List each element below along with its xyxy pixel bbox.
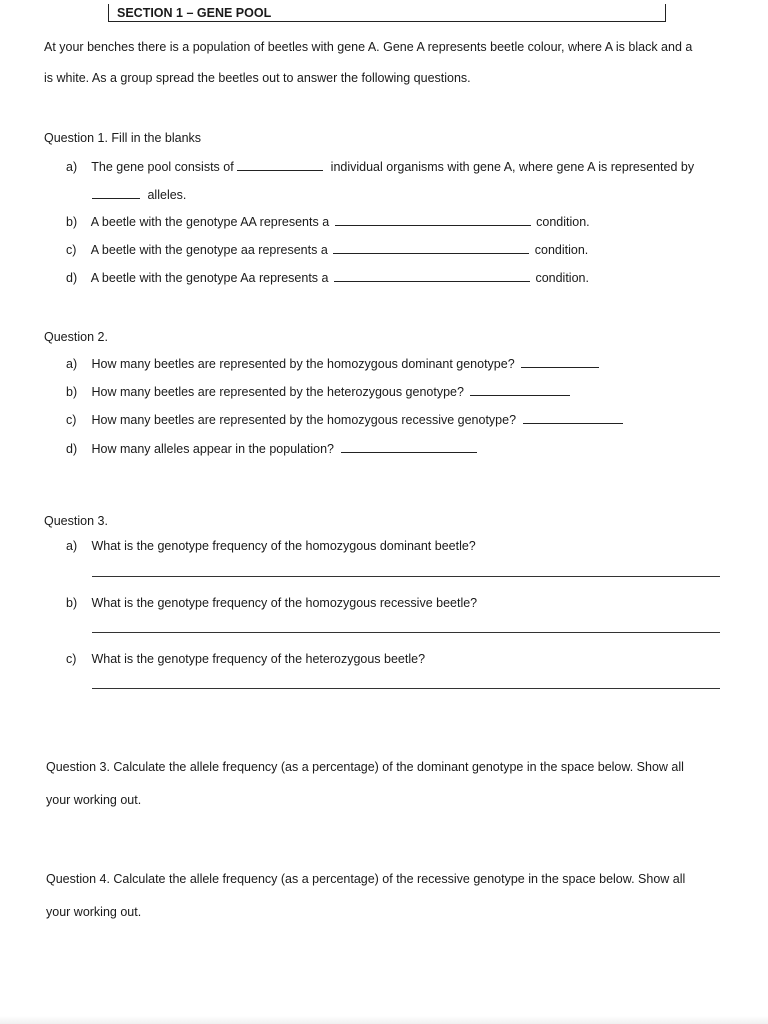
item-label: b) bbox=[66, 385, 78, 399]
section-title: SECTION 1 – GENE POOL bbox=[117, 6, 272, 20]
item-label: a) bbox=[66, 357, 78, 371]
question-3c-text: What is the genotype frequency of the heterozygous beetle? bbox=[91, 652, 426, 666]
item-label: b) bbox=[66, 215, 78, 229]
question-1a-text-2: individual organisms with gene A, where gene A is represented by bbox=[330, 160, 695, 174]
intro-line-1: At your benches there is a population of beetles with gene A. Gene A represents beetle colour, where A is black and a bbox=[44, 40, 693, 54]
answer-line[interactable] bbox=[92, 576, 720, 577]
item-label: b) bbox=[66, 596, 78, 610]
condition-text: condition. bbox=[534, 243, 589, 257]
item-label: c) bbox=[66, 652, 77, 666]
question-1a-text-1: The gene pool consists of bbox=[91, 160, 234, 174]
intro-line-2: is white. As a group spread the beetles out to answer the following questions. bbox=[44, 71, 471, 85]
item-label: c) bbox=[66, 243, 77, 257]
question-2b-text: How many beetles are represented by the heterozygous genotype? bbox=[91, 385, 464, 399]
question-1a-text-3: alleles. bbox=[147, 188, 187, 202]
question-2d-text: How many alleles appear in the population? bbox=[91, 442, 335, 456]
item-label: d) bbox=[66, 442, 78, 456]
question-3c bbox=[66, 652, 425, 666]
question-2b bbox=[66, 384, 570, 399]
question-3b-text: What is the genotype frequency of the homozygous recessive beetle? bbox=[91, 596, 478, 610]
question-3a bbox=[66, 539, 476, 553]
answer-blank[interactable] bbox=[521, 356, 599, 368]
question-1-heading: Question 1. Fill in the blanks bbox=[44, 131, 202, 145]
answer-blank[interactable] bbox=[523, 412, 623, 424]
answer-blank[interactable] bbox=[335, 214, 531, 226]
question-2a-text: How many beetles are represented by the homozygous dominant genotype? bbox=[91, 357, 515, 371]
question-3a-text: What is the genotype frequency of the homozygous dominant beetle? bbox=[91, 539, 476, 553]
question-1b bbox=[66, 214, 590, 229]
question-4-line-2: your working out. bbox=[46, 905, 142, 919]
question-4-line-1: Question 4. Calculate the allele frequency (as a percentage) of the recessive genotype in the space below. Show all bbox=[46, 872, 686, 886]
answer-blank[interactable] bbox=[333, 242, 529, 254]
answer-blank[interactable] bbox=[470, 384, 570, 396]
question-2a bbox=[66, 356, 599, 371]
question-1b-text: A beetle with the genotype AA represents a bbox=[90, 215, 330, 229]
page-edge-shadow bbox=[0, 1016, 768, 1024]
question-1a bbox=[66, 159, 694, 174]
item-label: a) bbox=[66, 160, 78, 174]
answer-line[interactable] bbox=[92, 632, 720, 633]
question-3-heading: Question 3. bbox=[44, 514, 108, 528]
question-2c-text: How many beetles are represented by the homozygous recessive genotype? bbox=[91, 413, 517, 427]
question-2-heading: Question 2. bbox=[44, 330, 108, 344]
item-label: a) bbox=[66, 539, 78, 553]
condition-text: condition. bbox=[535, 271, 589, 285]
answer-blank[interactable] bbox=[341, 441, 477, 453]
question-1d bbox=[66, 270, 589, 285]
item-label: d) bbox=[66, 271, 78, 285]
item-label: c) bbox=[66, 413, 77, 427]
section-header-box bbox=[108, 4, 666, 22]
question-3-allele-line-1: Question 3. Calculate the allele frequency (as a percentage) of the dominant genotype in the space below. Show all bbox=[46, 760, 684, 774]
answer-blank[interactable] bbox=[92, 187, 140, 199]
answer-blank[interactable] bbox=[237, 159, 323, 171]
question-2d bbox=[66, 441, 477, 456]
condition-text: condition. bbox=[536, 215, 590, 229]
question-1d-text: A beetle with the genotype Aa represents a bbox=[90, 271, 329, 285]
answer-line[interactable] bbox=[92, 688, 720, 689]
question-3-allele-line-2: your working out. bbox=[46, 793, 142, 807]
answer-blank[interactable] bbox=[334, 270, 530, 282]
question-3b bbox=[66, 596, 477, 610]
question-1c-text: A beetle with the genotype aa represents a bbox=[90, 243, 328, 257]
question-1c bbox=[66, 242, 588, 257]
question-2c bbox=[66, 412, 623, 427]
question-1a-cont bbox=[92, 187, 186, 202]
